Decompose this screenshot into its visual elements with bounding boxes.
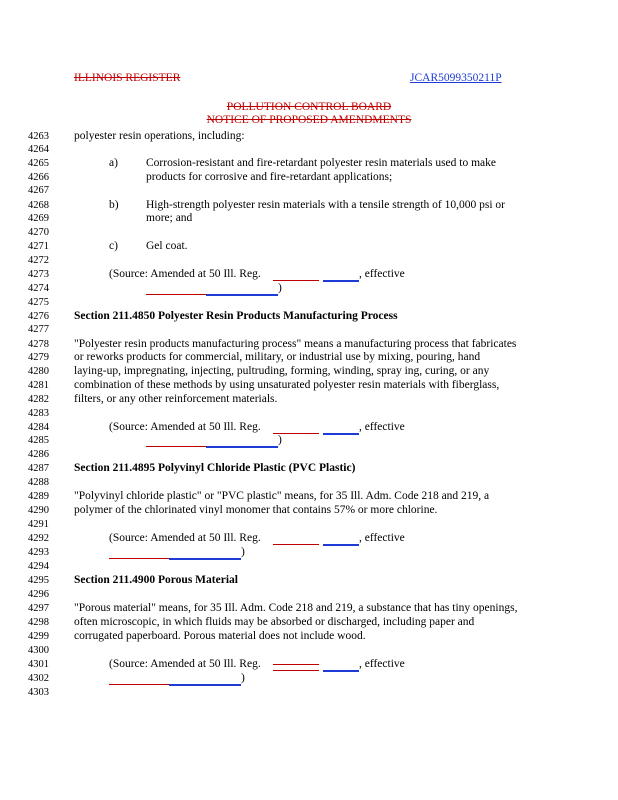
line-number: 4267 — [28, 185, 49, 196]
line-number: 4269 — [28, 213, 49, 224]
line-number: 4303 — [28, 687, 49, 698]
section-body: "Polyvinyl chloride plastic" or "PVC plastic" means, for 35 Ill. Adm. Code 218 and 219, a — [74, 490, 490, 502]
blank-deleted — [109, 684, 169, 685]
line-number: 4275 — [28, 297, 49, 308]
blank-inserted — [323, 670, 359, 672]
source-note: (Source: Amended at 50 Ill. Reg. — [109, 532, 261, 544]
register-header: ILLINOIS REGISTER — [74, 72, 181, 84]
line-number: 4291 — [28, 519, 49, 530]
line-number: 4273 — [28, 269, 49, 280]
blank-deleted — [109, 558, 169, 559]
section-heading: Section 211.4900 Porous Material — [74, 574, 238, 586]
source-effective: , effective — [359, 658, 405, 670]
item-a-label: a) — [109, 157, 118, 169]
section-body: filters, or any other reinforcement materials. — [74, 393, 278, 405]
item-b-text: High-strength polyester resin materials with a tensile strength of 10,000 psi or — [146, 199, 505, 211]
blank-inserted — [169, 684, 241, 686]
line-number: 4278 — [28, 339, 49, 350]
close-paren: ) — [241, 546, 245, 558]
blank-deleted — [273, 670, 319, 671]
item-a-text: products for corrosive and fire-retardant applications; — [146, 171, 393, 183]
blank-deleted — [146, 294, 206, 295]
line-number: 4271 — [28, 241, 49, 252]
blank-inserted — [323, 433, 359, 435]
source-note: (Source: Amended at 50 Ill. Reg. — [109, 421, 261, 433]
line-number: 4281 — [28, 380, 49, 391]
line-number: 4290 — [28, 505, 49, 516]
source-effective: , effective — [359, 268, 405, 280]
line-number: 4282 — [28, 394, 49, 405]
notice-title: NOTICE OF PROPOSED AMENDMENTS — [206, 114, 412, 126]
source-note: (Source: Amended at 50 Ill. Reg. — [109, 268, 261, 280]
jcar-code: JCAR5099350211P — [410, 72, 502, 84]
line-number: 4279 — [28, 352, 49, 363]
blank-inserted — [323, 280, 359, 282]
line-number: 4295 — [28, 575, 49, 586]
section-body: corrugated paperboard. Porous material does not include wood. — [74, 630, 366, 642]
source-note: (Source: Amended at 50 Ill. Reg. — [109, 658, 261, 670]
blank-deleted — [146, 446, 206, 447]
blank-deleted — [273, 544, 319, 545]
line-number: 4263 — [28, 131, 49, 142]
section-body: combination of these methods by using unsaturated polyester resin materials with fiberglass, — [74, 379, 500, 391]
line-number: 4296 — [28, 589, 49, 600]
board-title: POLLUTION CONTROL BOARD — [226, 101, 392, 113]
line-number: 4270 — [28, 227, 49, 238]
close-paren: ) — [278, 282, 282, 294]
intro-text: polyester resin operations, including: — [74, 130, 245, 142]
blank-inserted — [169, 558, 241, 560]
line-number: 4289 — [28, 491, 49, 502]
line-number: 4299 — [28, 631, 49, 642]
line-number: 4264 — [28, 144, 49, 155]
section-heading: Section 211.4895 Polyvinyl Chloride Plastic (PVC Plastic) — [74, 462, 356, 474]
line-number: 4276 — [28, 311, 49, 322]
line-number: 4301 — [28, 659, 49, 670]
line-number: 4268 — [28, 200, 49, 211]
line-number: 4294 — [28, 561, 49, 572]
line-number: 4272 — [28, 255, 49, 266]
line-number: 4265 — [28, 158, 49, 169]
section-body: or reworks products for commercial, military, or industrial use by mixing, pouring, hand — [74, 351, 481, 363]
section-body: often microscopic, in which fluids may be absorbed or discharged, including paper and — [74, 616, 475, 628]
line-number: 4280 — [28, 366, 49, 377]
blank-deleted-strike — [273, 664, 319, 665]
section-body: laying-up, impregnating, injecting, pultruding, forming, winding, spray ing, curing, or any — [74, 365, 490, 377]
item-b-label: b) — [109, 199, 119, 211]
item-a-text: Corrosion-resistant and fire-retardant polyester resin materials used to make — [146, 157, 496, 169]
line-number: 4277 — [28, 324, 49, 335]
blank-inserted — [206, 294, 278, 296]
line-number: 4292 — [28, 533, 49, 544]
section-body: "Polyester resin products manufacturing process" means a manufacturing process that fabricates — [74, 338, 517, 350]
line-number: 4297 — [28, 603, 49, 614]
line-number: 4274 — [28, 283, 49, 294]
line-number: 4287 — [28, 463, 49, 474]
section-body: "Porous material" means, for 35 Ill. Adm. Code 218 and 219, a substance that has tiny openings, — [74, 602, 518, 614]
line-number: 4293 — [28, 547, 49, 558]
item-b-text: more; and — [146, 212, 193, 224]
line-number: 4302 — [28, 673, 49, 684]
blank-inserted — [323, 544, 359, 546]
section-body: polymer of the chlorinated vinyl monomer that contains 57% or more chlorine. — [74, 504, 438, 516]
source-effective: , effective — [359, 532, 405, 544]
blank-inserted — [206, 446, 278, 448]
item-c-label: c) — [109, 240, 118, 252]
line-number: 4288 — [28, 477, 49, 488]
line-number: 4300 — [28, 645, 49, 656]
line-number: 4285 — [28, 435, 49, 446]
section-heading: Section 211.4850 Polyester Resin Products Manufacturing Process — [74, 310, 398, 322]
close-paren: ) — [278, 434, 282, 446]
close-paren: ) — [241, 672, 245, 684]
line-number: 4266 — [28, 172, 49, 183]
line-number: 4286 — [28, 449, 49, 460]
line-number: 4284 — [28, 422, 49, 433]
item-c-text: Gel coat. — [146, 240, 188, 252]
source-effective: , effective — [359, 421, 405, 433]
blank-deleted — [273, 280, 319, 281]
line-number: 4298 — [28, 617, 49, 628]
line-number: 4283 — [28, 408, 49, 419]
